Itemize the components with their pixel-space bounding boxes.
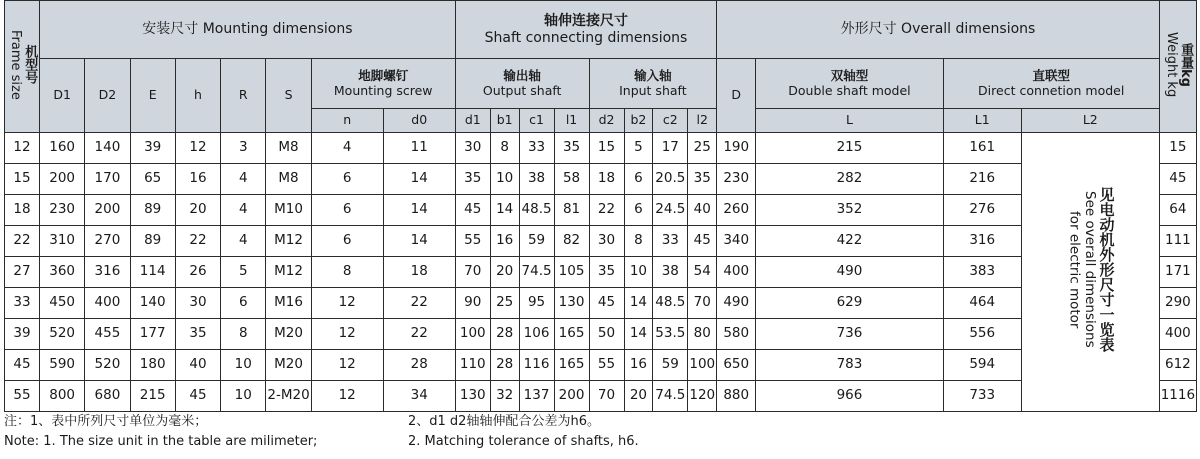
table-cell: 45	[589, 288, 624, 319]
table-row	[5, 288, 1197, 319]
col-D: D	[717, 59, 756, 133]
table-cell: 171	[1159, 257, 1196, 288]
table-cell: 45	[175, 381, 220, 412]
table-cell: 276	[943, 195, 1021, 226]
table-row	[5, 381, 1197, 412]
table-cell: 1116	[1159, 381, 1196, 412]
table-cell: 10	[221, 381, 266, 412]
table-cell: 629	[756, 288, 943, 319]
table-cell: 35	[175, 319, 220, 350]
table-cell: 10	[221, 350, 266, 381]
table-cell: 190	[717, 133, 756, 164]
table-cell: 17	[653, 133, 688, 164]
table-cell: 54	[688, 257, 717, 288]
table-cell: 22	[5, 226, 40, 257]
note-cn-2: 2、d1 d2轴轴伸配合公差为h6。	[408, 414, 600, 429]
col-L: L	[756, 109, 943, 133]
table-cell: 4	[221, 195, 266, 226]
table-cell: 70	[455, 257, 490, 288]
table-cell: 12	[311, 288, 383, 319]
l2-note-en-1: See overall dimensions	[1082, 191, 1099, 349]
output-shaft-cn: 输出轴	[503, 68, 541, 84]
table-cell: 230	[717, 164, 756, 195]
table-cell: 14	[490, 195, 519, 226]
table-cell: 8	[311, 257, 383, 288]
input-shaft-en: Input shaft	[619, 82, 687, 98]
table-cell: 25	[490, 288, 519, 319]
table-cell: 455	[85, 319, 130, 350]
table-cell: 6	[311, 226, 383, 257]
table-cell: 6	[311, 195, 383, 226]
table-cell: 18	[383, 257, 455, 288]
table-cell: 340	[717, 226, 756, 257]
l2-note-cell	[1021, 133, 1159, 412]
table-cell: 680	[85, 381, 130, 412]
table-cell: 16	[175, 164, 220, 195]
table-cell: 130	[455, 381, 490, 412]
col-c1: c1	[519, 109, 554, 133]
note-cn-1: 注：1、表中所列尺寸单位为毫米；	[4, 414, 208, 429]
table-cell: M16	[266, 288, 311, 319]
table-cell: 520	[85, 350, 130, 381]
table-cell: 24.5	[653, 195, 688, 226]
table-cell: 556	[943, 319, 1021, 350]
table-cell: M20	[266, 319, 311, 350]
table-cell: 736	[756, 319, 943, 350]
table-cell: 59	[653, 350, 688, 381]
table-cell: 15	[589, 133, 624, 164]
table-cell: 89	[130, 226, 175, 257]
table-cell: 215	[130, 381, 175, 412]
table-cell: M20	[266, 350, 311, 381]
double-shaft-header	[756, 59, 943, 109]
table-cell: 55	[5, 381, 40, 412]
note-en-2: 2. Matching tolerance of shafts, h6.	[408, 434, 639, 449]
table-cell: 38	[653, 257, 688, 288]
table-cell: 80	[688, 319, 717, 350]
table-cell: 12	[311, 319, 383, 350]
table-cell: 3	[221, 133, 266, 164]
table-row	[5, 257, 1197, 288]
table-cell: 200	[554, 381, 589, 412]
dimensions-table	[4, 0, 1197, 412]
table-row	[5, 350, 1197, 381]
double-shaft-en: Double shaft model	[788, 82, 911, 98]
table-cell: 8	[624, 226, 653, 257]
table-cell: 30	[175, 288, 220, 319]
direct-conn-cn: 直联型	[1032, 68, 1070, 84]
table-cell: 290	[1159, 288, 1196, 319]
table-cell: 12	[5, 133, 40, 164]
table-cell: 733	[943, 381, 1021, 412]
table-cell: M8	[266, 164, 311, 195]
table-cell: 64	[1159, 195, 1196, 226]
table-cell: 74.5	[653, 381, 688, 412]
col-b1: b1	[490, 109, 519, 133]
table-cell: 490	[756, 257, 943, 288]
table-cell: 200	[39, 164, 84, 195]
shaft-conn-header	[455, 1, 716, 59]
table-cell: 15	[1159, 133, 1196, 164]
table-cell: 20	[175, 195, 220, 226]
table-cell: 70	[688, 288, 717, 319]
table-cell: 590	[39, 350, 84, 381]
table-cell: 5	[624, 133, 653, 164]
table-cell: 130	[554, 288, 589, 319]
table-cell: M10	[266, 195, 311, 226]
table-cell: 50	[589, 319, 624, 350]
table-cell: 22	[589, 195, 624, 226]
table-cell: 450	[39, 288, 84, 319]
col-c2: c2	[653, 109, 688, 133]
frame-size-header	[5, 1, 40, 133]
col-b2: b2	[624, 109, 653, 133]
table-cell: 12	[311, 381, 383, 412]
table-cell: 55	[455, 226, 490, 257]
table-cell: 81	[554, 195, 589, 226]
table-cell: 10	[490, 164, 519, 195]
table-cell: 65	[130, 164, 175, 195]
table-cell: 4	[221, 226, 266, 257]
note-en-1: Note: 1. The size unit in the table are milimeter;	[4, 434, 318, 449]
table-cell: 32	[490, 381, 519, 412]
col-n: n	[311, 109, 383, 133]
table-cell: M12	[266, 257, 311, 288]
col-d2: d2	[589, 109, 624, 133]
table-cell: 33	[519, 133, 554, 164]
table-row	[5, 164, 1197, 195]
col-D2: D2	[85, 59, 130, 133]
table-cell: 28	[383, 350, 455, 381]
table-cell: 20	[624, 381, 653, 412]
table-cell: 58	[554, 164, 589, 195]
table-cell: 880	[717, 381, 756, 412]
table-cell: 316	[943, 226, 1021, 257]
table-cell: 310	[39, 226, 84, 257]
table-cell: 177	[130, 319, 175, 350]
table-cell: 215	[756, 133, 943, 164]
col-S: S	[266, 59, 311, 133]
table-cell: 165	[554, 319, 589, 350]
table-cell: 30	[455, 133, 490, 164]
table-cell: 170	[85, 164, 130, 195]
mounting-screw-header	[311, 59, 455, 109]
col-h: h	[175, 59, 220, 133]
table-cell: 2-M20	[266, 381, 311, 412]
overall-dims-header: 外形尺寸 Overall dimensions	[717, 1, 1160, 59]
table-cell: 110	[455, 350, 490, 381]
col-d0: d0	[383, 109, 455, 133]
table-cell: 783	[756, 350, 943, 381]
table-cell: 33	[5, 288, 40, 319]
frame-size-cn: 机型号	[22, 45, 38, 85]
frame-size-en: Frame size	[7, 29, 23, 100]
table-cell: 400	[1159, 319, 1196, 350]
table-cell: 216	[943, 164, 1021, 195]
table-cell: 5	[221, 257, 266, 288]
table-cell: 8	[221, 319, 266, 350]
table-cell: 116	[519, 350, 554, 381]
table-cell: 39	[5, 319, 40, 350]
table-cell: M12	[266, 226, 311, 257]
table-row	[5, 133, 1197, 164]
table-cell: 74.5	[519, 257, 554, 288]
table-cell: 464	[943, 288, 1021, 319]
mounting-dims-header: 安装尺寸 Mounting dimensions	[39, 1, 455, 59]
table-cell: 45	[1159, 164, 1196, 195]
table-cell: 20	[490, 257, 519, 288]
table-cell: 95	[519, 288, 554, 319]
table-cell: 966	[756, 381, 943, 412]
shaft-conn-en: Shaft connecting dimensions	[484, 29, 688, 46]
table-cell: 100	[688, 350, 717, 381]
direct-conn-header	[943, 59, 1159, 109]
table-cell: 520	[39, 319, 84, 350]
table-cell: 35	[688, 164, 717, 195]
col-L1: L1	[943, 109, 1021, 133]
table-cell: 490	[717, 288, 756, 319]
table-cell: 28	[490, 350, 519, 381]
double-shaft-cn: 双轴型	[830, 68, 869, 84]
col-d1: d1	[455, 109, 490, 133]
table-cell: 12	[311, 350, 383, 381]
table-cell: 22	[383, 319, 455, 350]
table-cell: 16	[490, 226, 519, 257]
col-R: R	[221, 59, 266, 133]
table-row	[5, 226, 1197, 257]
table-cell: 26	[175, 257, 220, 288]
l2-note-en-2: for electric motor	[1066, 211, 1083, 329]
table-cell: 90	[455, 288, 490, 319]
table-cell: 140	[130, 288, 175, 319]
table-cell: 16	[624, 350, 653, 381]
table-cell: 200	[85, 195, 130, 226]
table-cell: 4	[221, 164, 266, 195]
table-cell: 45	[455, 195, 490, 226]
table-cell: 161	[943, 133, 1021, 164]
table-cell: 48.5	[653, 288, 688, 319]
table-cell: 30	[589, 226, 624, 257]
table-cell: 59	[519, 226, 554, 257]
table-cell: 383	[943, 257, 1021, 288]
output-shaft-header	[455, 59, 589, 109]
mounting-screw-en: Mounting screw	[333, 82, 433, 98]
table-cell: 6	[221, 288, 266, 319]
table-cell: 111	[1159, 226, 1196, 257]
table-cell: 282	[756, 164, 943, 195]
table-cell: 35	[455, 164, 490, 195]
input-shaft-cn: 输入轴	[634, 68, 672, 84]
table-cell: 33	[653, 226, 688, 257]
table-cell: 400	[717, 257, 756, 288]
table-body	[5, 133, 1197, 412]
table-cell: 8	[490, 133, 519, 164]
weight-cn: 重量kg	[1178, 42, 1194, 87]
input-shaft-header	[589, 59, 717, 109]
table-cell: 400	[85, 288, 130, 319]
table-cell: 270	[85, 226, 130, 257]
table-cell: 45	[688, 226, 717, 257]
mounting-screw-cn: 地脚螺钉	[358, 68, 409, 84]
table-cell: 27	[5, 257, 40, 288]
output-shaft-en: Output shaft	[482, 82, 562, 98]
table-cell: 114	[130, 257, 175, 288]
table-cell: 28	[490, 319, 519, 350]
table-cell: 11	[383, 133, 455, 164]
table-cell: 22	[383, 288, 455, 319]
col-l2: l2	[688, 109, 717, 133]
table-cell: 20.5	[653, 164, 688, 195]
table-cell: 360	[39, 257, 84, 288]
table-cell: 105	[554, 257, 589, 288]
table-cell: 89	[130, 195, 175, 226]
col-l1: l1	[554, 109, 589, 133]
table-cell: 34	[383, 381, 455, 412]
table-cell: 6	[624, 164, 653, 195]
table-cell: 650	[717, 350, 756, 381]
table-cell: 100	[455, 319, 490, 350]
table-cell: 55	[589, 350, 624, 381]
table-cell: 120	[688, 381, 717, 412]
table-cell: 12	[175, 133, 220, 164]
table-cell: 352	[756, 195, 943, 226]
weight-en: Weight kg	[1163, 32, 1179, 98]
table-cell: 35	[589, 257, 624, 288]
table-cell: 45	[5, 350, 40, 381]
table-cell: 580	[717, 319, 756, 350]
table-cell: 230	[39, 195, 84, 226]
table-cell: 15	[5, 164, 40, 195]
l2-note-cn: 见电动机外形尺寸一览表	[1097, 187, 1116, 353]
table-cell: 18	[5, 195, 40, 226]
table-cell: 140	[85, 133, 130, 164]
col-E: E	[130, 59, 175, 133]
col-D1: D1	[39, 59, 84, 133]
table-row	[5, 319, 1197, 350]
table-cell: 39	[130, 133, 175, 164]
table-cell: M8	[266, 133, 311, 164]
table-cell: 165	[554, 350, 589, 381]
table-cell: 82	[554, 226, 589, 257]
table-cell: 180	[130, 350, 175, 381]
table-cell: 160	[39, 133, 84, 164]
table-cell: 35	[554, 133, 589, 164]
table-cell: 40	[688, 195, 717, 226]
table-cell: 422	[756, 226, 943, 257]
table-cell: 800	[39, 381, 84, 412]
shaft-conn-cn: 轴伸连接尺寸	[543, 13, 628, 30]
table-cell: 4	[311, 133, 383, 164]
table-cell: 612	[1159, 350, 1196, 381]
direct-conn-en: Direct connetion model	[978, 82, 1125, 98]
table-row	[5, 195, 1197, 226]
table-cell: 14	[383, 195, 455, 226]
table-cell: 14	[624, 319, 653, 350]
table-cell: 14	[624, 288, 653, 319]
table-cell: 6	[311, 164, 383, 195]
weight-header	[1159, 1, 1196, 133]
table-cell: 6	[624, 195, 653, 226]
table-cell: 18	[589, 164, 624, 195]
table-cell: 22	[175, 226, 220, 257]
col-L2: L2	[1021, 109, 1159, 133]
table-cell: 14	[383, 164, 455, 195]
table-cell: 14	[383, 226, 455, 257]
table-cell: 316	[85, 257, 130, 288]
table-cell: 137	[519, 381, 554, 412]
table-cell: 70	[589, 381, 624, 412]
table-cell: 260	[717, 195, 756, 226]
table-cell: 48.5	[519, 195, 554, 226]
table-cell: 594	[943, 350, 1021, 381]
table-cell: 53.5	[653, 319, 688, 350]
table-cell: 25	[688, 133, 717, 164]
table-cell: 10	[624, 257, 653, 288]
table-cell: 106	[519, 319, 554, 350]
table-cell: 40	[175, 350, 220, 381]
table-cell: 38	[519, 164, 554, 195]
